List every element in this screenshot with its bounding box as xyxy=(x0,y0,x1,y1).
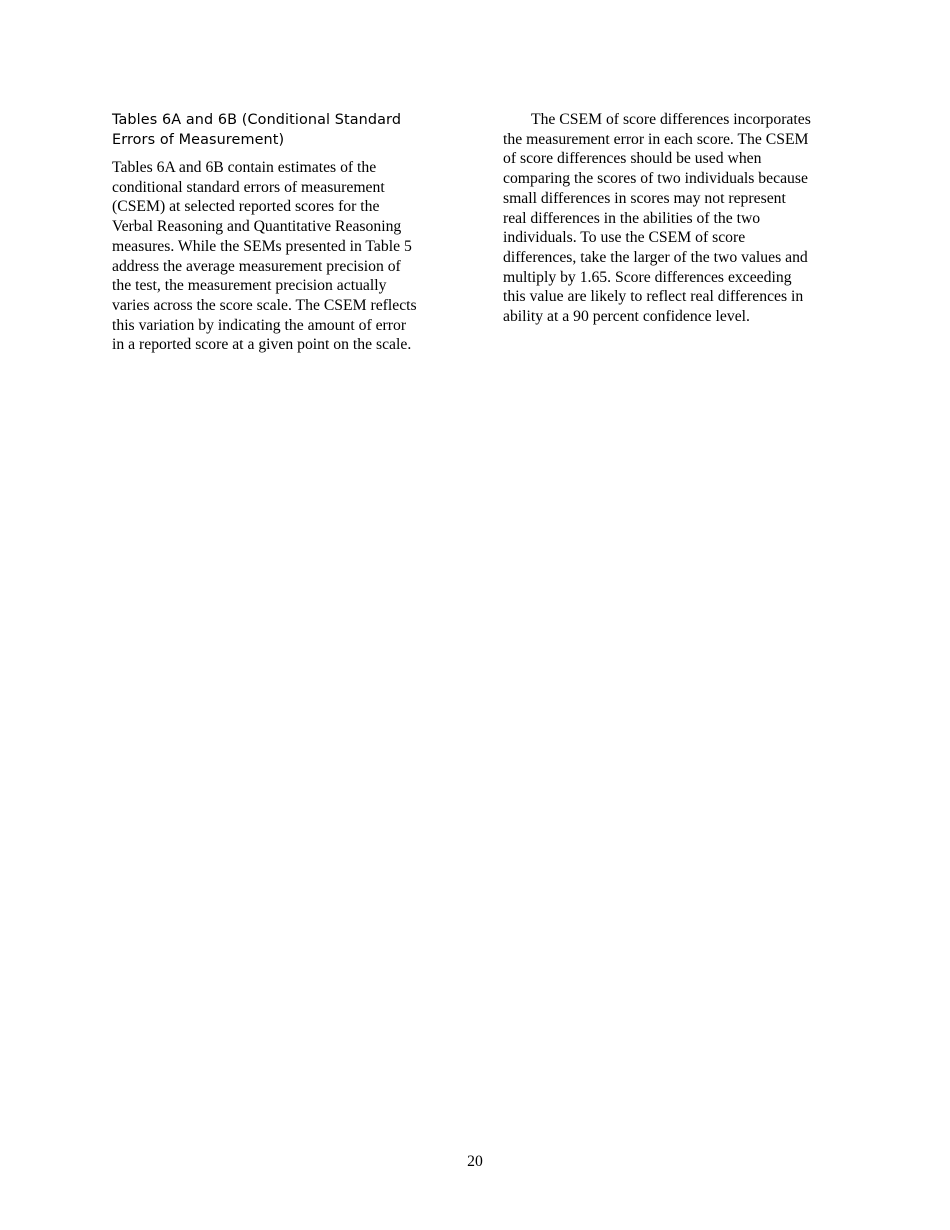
right-column xyxy=(503,110,839,327)
text-line: small differences in scores may not represent xyxy=(503,189,786,207)
text-line: real differences in the abilities of the two xyxy=(503,209,761,227)
left-paragraph xyxy=(112,158,448,355)
text-line: in a reported score at a given point on the scale. xyxy=(112,336,412,354)
text-line: measures. While the SEMs presented in Table 5 xyxy=(112,237,412,255)
text-line: comparing the scores of two individuals because xyxy=(503,170,808,188)
text-line: individuals. To use the CSEM of score xyxy=(503,229,746,247)
text-line: ability at a 90 percent confidence level. xyxy=(503,308,750,326)
section-heading xyxy=(112,110,448,150)
text-line: this variation by indicating the amount of error xyxy=(112,316,407,334)
heading-line: Errors of Measurement) xyxy=(112,132,285,148)
text-line: the test, the measurement precision actually xyxy=(112,277,387,295)
text-line: differences, take the larger of the two values and xyxy=(503,248,808,266)
text-line: the measurement error in each score. The CSEM xyxy=(503,130,809,148)
text-line: The CSEM of score differences incorporates xyxy=(531,111,811,128)
left-column xyxy=(112,110,448,355)
page-number: 20 xyxy=(467,1153,483,1170)
text-line: varies across the score scale. The CSEM reflects xyxy=(112,296,417,314)
text-line: address the average measurement precision of xyxy=(112,257,401,275)
text-line: this value are likely to reflect real differences in xyxy=(503,288,804,306)
text-line: conditional standard errors of measurement xyxy=(112,178,385,196)
heading-line: Tables 6A and 6B (Conditional Standard xyxy=(112,112,402,128)
text-line: (CSEM) at selected reported scores for the xyxy=(112,198,380,216)
text-line: of score differences should be used when xyxy=(503,150,762,168)
right-paragraph xyxy=(503,110,839,327)
text-line: multiply by 1.65. Score differences exceeding xyxy=(503,268,792,286)
text-line: Tables 6A and 6B contain estimates of the xyxy=(112,159,377,176)
text-line: Verbal Reasoning and Quantitative Reasoning xyxy=(112,218,402,236)
